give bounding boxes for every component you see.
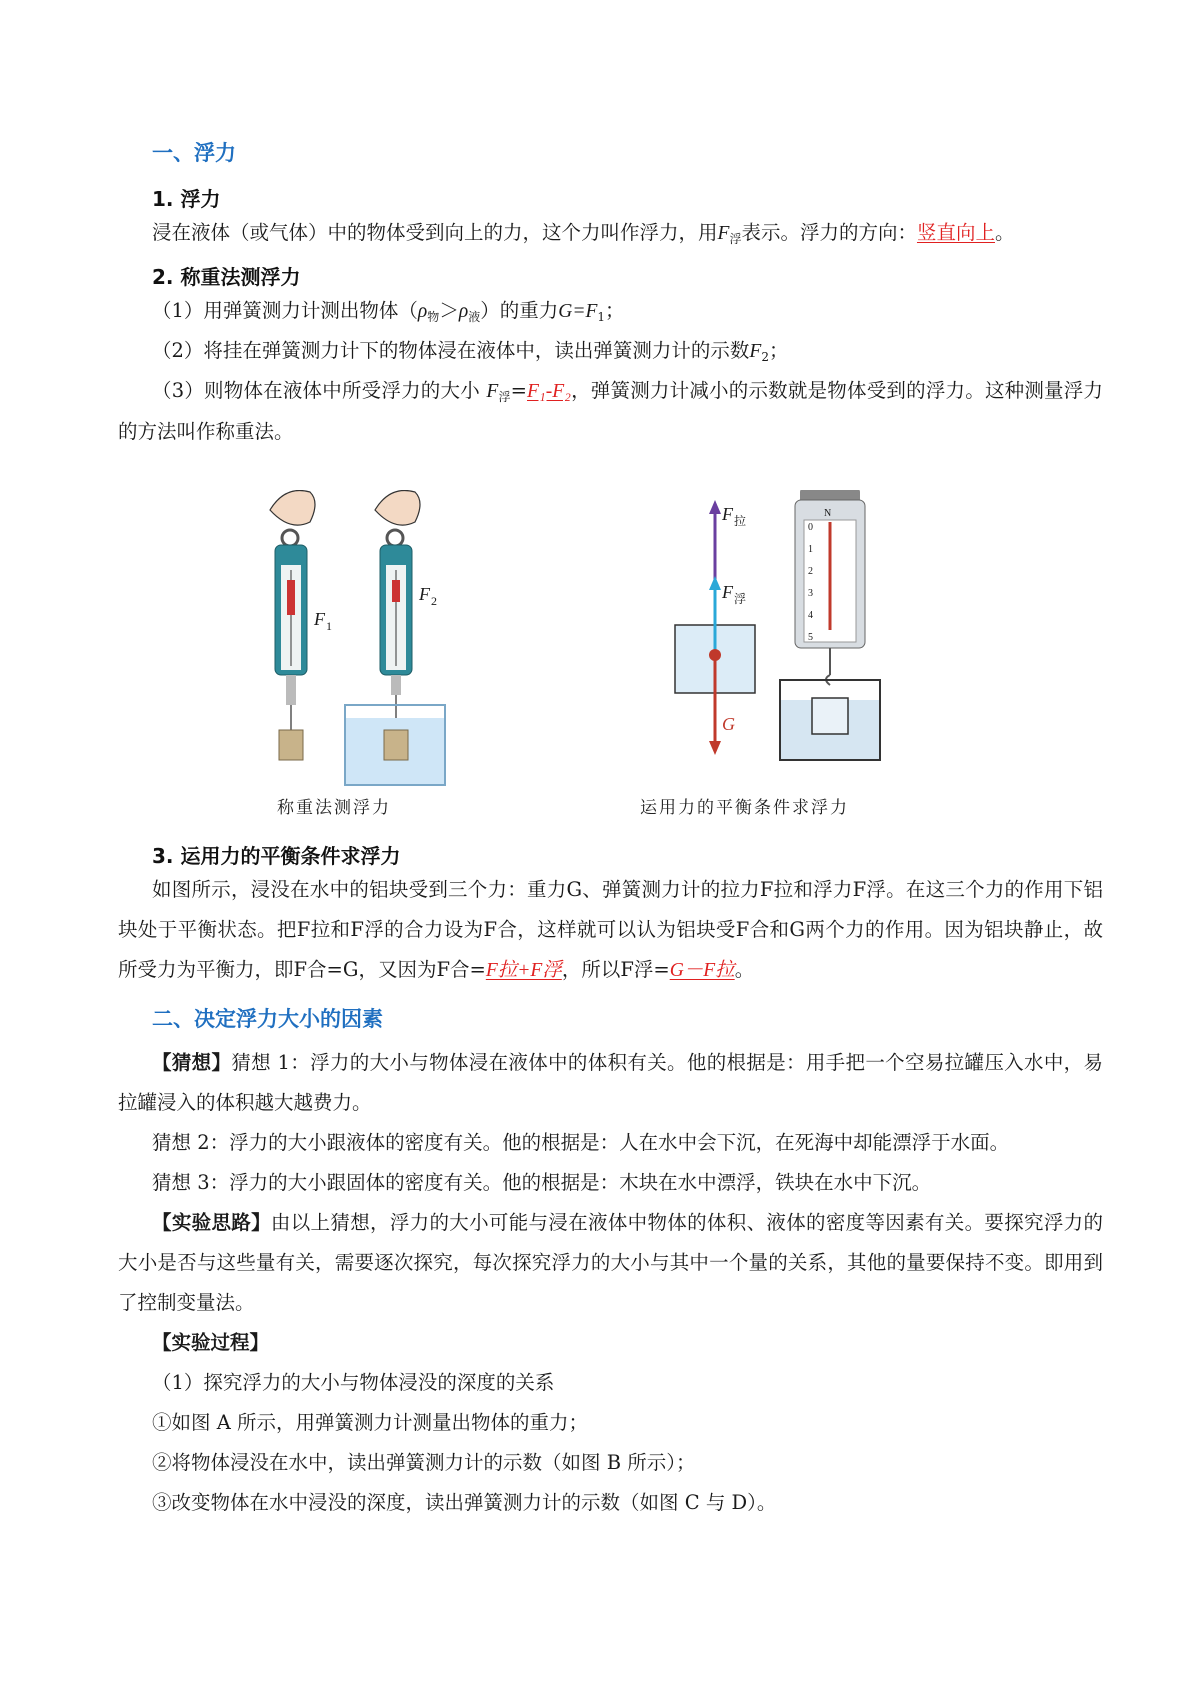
text: ； bbox=[605, 299, 625, 322]
text: 浸在液体（或气体）中的物体受到向上的力，这个力叫作浮力，用 bbox=[152, 221, 718, 244]
experiment-idea bbox=[118, 1203, 1103, 1323]
tick-4: 4 bbox=[808, 610, 813, 621]
label-f-buoy-sub: 浮 bbox=[734, 592, 747, 606]
weighing-step-1 bbox=[152, 291, 625, 332]
label-f2: F bbox=[419, 584, 430, 604]
text: （2）将挂在弹簧测力计下的物体浸在液体中，读出弹簧测力计的示数 bbox=[152, 339, 750, 362]
label-f2-sub: 2 bbox=[431, 594, 437, 608]
tick-2: 2 bbox=[808, 566, 813, 577]
text: （1）用弹簧测力计测出物体（ bbox=[152, 299, 418, 322]
text: = bbox=[510, 379, 528, 402]
symbol: F bbox=[717, 223, 730, 244]
scale-unit: N bbox=[824, 508, 832, 519]
text: 表示。浮力的方向： bbox=[741, 221, 917, 244]
text: （3）则物体在液体中所受浮力的大小 bbox=[152, 379, 487, 402]
text: 如图所示，浸没在水中的铝块受到三个力：重力G、弹簧测力计的拉力F拉和浮力F浮。在这三个力的作用下铝块处于平衡状态。把F拉和F浮的合力设为F合，这样就可以认为铝块受F合和G两个力的作用。因为铝块静止，故所受力为平衡力，即F合=G，又因为F合= bbox=[118, 878, 1103, 981]
process-step-3: ②将物体浸没在水中，读出弹簧测力计的示数（如图 B 所示）； bbox=[152, 1451, 696, 1474]
process-step-2: ①如图 A 所示，用弹簧测力计测量出物体的重力； bbox=[152, 1411, 588, 1434]
caption-weighing-method: 称重法测浮力 bbox=[277, 798, 391, 818]
section-heading-factors: 二、决定浮力大小的因素 bbox=[152, 1007, 383, 1031]
answer-sum: F拉+F浮 bbox=[485, 960, 562, 981]
guess-1 bbox=[118, 1043, 1103, 1123]
tag: 【猜想】 bbox=[152, 1051, 232, 1074]
tick-3: 3 bbox=[808, 588, 813, 599]
symbol: F bbox=[486, 381, 499, 402]
answer-formula: F₁-F₂ bbox=[527, 381, 571, 402]
subscript: 1 bbox=[597, 310, 606, 324]
answer-difference: G－F拉 bbox=[669, 960, 735, 981]
tick-0: 0 bbox=[808, 522, 813, 533]
label-g: G bbox=[722, 714, 735, 734]
text: ； bbox=[768, 339, 789, 362]
process-step-4: ③改变物体在水中浸没的深度，读出弹簧测力计的示数（如图 C 与 D）。 bbox=[152, 1491, 777, 1514]
symbol: ρ bbox=[458, 301, 469, 322]
text: ，所以F浮= bbox=[561, 958, 670, 981]
subheading-weighing-method: 2. 称重法测浮力 bbox=[152, 265, 301, 289]
tick-1: 1 bbox=[808, 544, 813, 555]
figure-weighing-method bbox=[250, 490, 480, 790]
guess-2: 猜想 2：浮力的大小跟液体的密度有关。他的根据是：人在水中会下沉，在死海中却能漂浮于水面。 bbox=[152, 1131, 1010, 1154]
label-f-pull: F bbox=[722, 504, 733, 524]
figure-force-balance bbox=[650, 490, 900, 790]
subscript: 液 bbox=[468, 310, 481, 324]
answer-direction: 竖直向上 bbox=[916, 221, 995, 244]
text: 。 bbox=[994, 221, 1015, 244]
section-heading-buoyancy: 一、浮力 bbox=[152, 141, 236, 165]
process-step-1: （1）探究浮力的大小与物体浸没的深度的关系 bbox=[152, 1371, 555, 1394]
weighing-step-2 bbox=[152, 331, 789, 372]
text: 猜想 1：浮力的大小与物体浸在液体中的体积有关。他的根据是：用手把一个空易拉罐压入水中，易拉罐浸入的体积越大越费力。 bbox=[118, 1051, 1103, 1114]
subheading-force-balance: 3. 运用力的平衡条件求浮力 bbox=[152, 844, 401, 868]
label-f1-sub: 1 bbox=[326, 619, 332, 633]
label-f-pull-sub: 拉 bbox=[734, 514, 747, 528]
tick-5: 5 bbox=[808, 632, 813, 643]
tag: 【实验思路】 bbox=[152, 1211, 271, 1234]
spring-scale-in-water bbox=[345, 490, 445, 785]
symbol: ρ bbox=[417, 301, 428, 322]
experiment-process-tag: 【实验过程】 bbox=[152, 1331, 270, 1354]
guess-3: 猜想 3：浮力的大小跟固体的密度有关。他的根据是：木块在水中漂浮，铁块在水中下沉。 bbox=[152, 1171, 932, 1194]
subscript: 浮 bbox=[498, 390, 511, 404]
weighing-step-3 bbox=[118, 371, 1103, 452]
force-balance-paragraph bbox=[118, 870, 1103, 991]
buoyancy-definition bbox=[152, 213, 1015, 254]
label-f-buoy: F bbox=[722, 582, 733, 602]
text: 。 bbox=[734, 958, 755, 981]
symbol: F bbox=[749, 341, 762, 362]
subscript: 2 bbox=[761, 350, 769, 364]
text: ＞ bbox=[439, 299, 459, 322]
caption-force-balance: 运用力的平衡条件求浮力 bbox=[640, 798, 849, 818]
force-diagram bbox=[675, 500, 755, 755]
text: ）的重力 bbox=[480, 299, 559, 322]
subscript: 浮 bbox=[729, 232, 742, 246]
text: ，弹簧测力计减小的示数就是物体受到的浮力。这种测量浮力的方法叫作称重法。 bbox=[118, 379, 1103, 443]
label-f1: F bbox=[314, 609, 325, 629]
spring-scale-with-block bbox=[780, 490, 880, 760]
subscript: 物 bbox=[427, 310, 440, 324]
subheading-buoyancy: 1. 浮力 bbox=[152, 187, 221, 211]
spring-scale-in-air bbox=[270, 490, 332, 760]
equation: G=F bbox=[558, 301, 598, 322]
text: 由以上猜想，浮力的大小可能与浸在液体中物体的体积、液体的密度等因素有关。要探究浮力的大小是否与这些量有关，需要逐次探究，每次探究浮力的大小与其中一个量的关系，其他的量要保持不变。即用到了控制变量法。 bbox=[118, 1211, 1103, 1314]
